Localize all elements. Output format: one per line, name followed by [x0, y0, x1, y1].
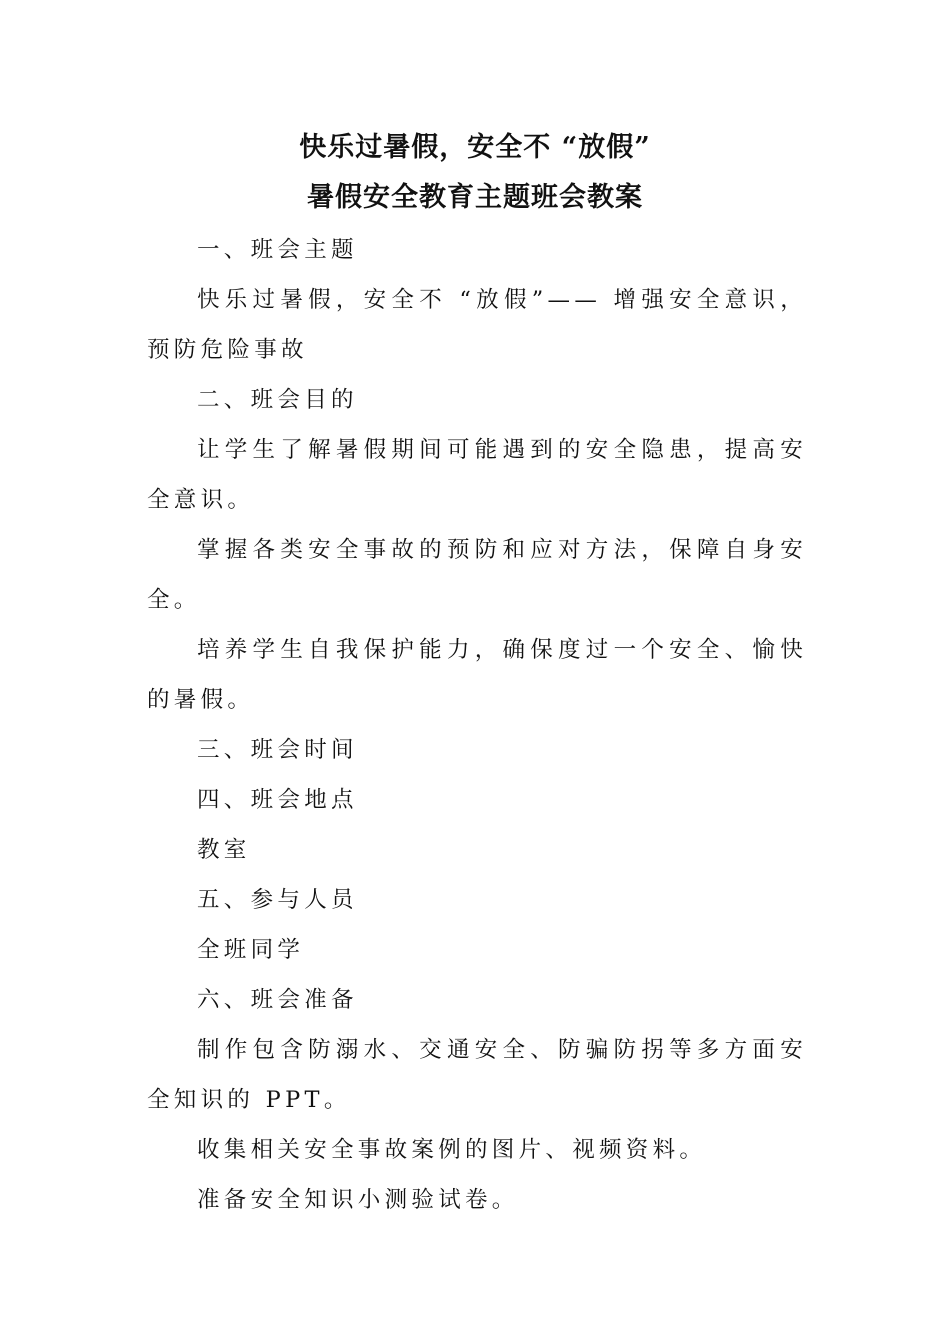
- purpose-item-2: 掌握各类安全事故的预防和应对方法，保障自身安全。: [147, 537, 807, 613]
- purpose-item-3: 培养学生自我保护能力，确保度过一个安全、愉快的暑假。: [147, 637, 807, 713]
- theme-text: 快乐过暑假，安全不 “放假”—— 增强安全意识，预防危险事故: [147, 287, 807, 363]
- participants-text: 全班同学: [197, 937, 305, 963]
- section-heading-time: 三、班会时间: [197, 737, 358, 763]
- purpose-item-1: 让学生了解暑假期间可能遇到的安全隐患，提高安全意识。: [147, 437, 807, 513]
- location-text: 教室: [197, 837, 251, 863]
- section-heading-participants: 五、参与人员: [197, 887, 358, 913]
- document-subtitle: 暑假安全教育主题班会教案: [307, 182, 643, 213]
- document-title: 快乐过暑假，安全不 “放假”: [299, 132, 651, 163]
- section-heading-location: 四、班会地点: [197, 787, 358, 813]
- preparation-item-2: 收集相关安全事故案例的图片、视频资料。: [197, 1137, 707, 1163]
- section-heading-theme: 一、班会主题: [197, 237, 358, 263]
- preparation-item-1: 制作包含防溺水、交通安全、防骗防拐等多方面安全知识的 PPT。: [147, 1037, 807, 1113]
- section-heading-preparation: 六、班会准备: [197, 987, 358, 1013]
- section-heading-purpose: 二、班会目的: [197, 387, 358, 413]
- preparation-item-3: 准备安全知识小测验试卷。: [197, 1187, 519, 1213]
